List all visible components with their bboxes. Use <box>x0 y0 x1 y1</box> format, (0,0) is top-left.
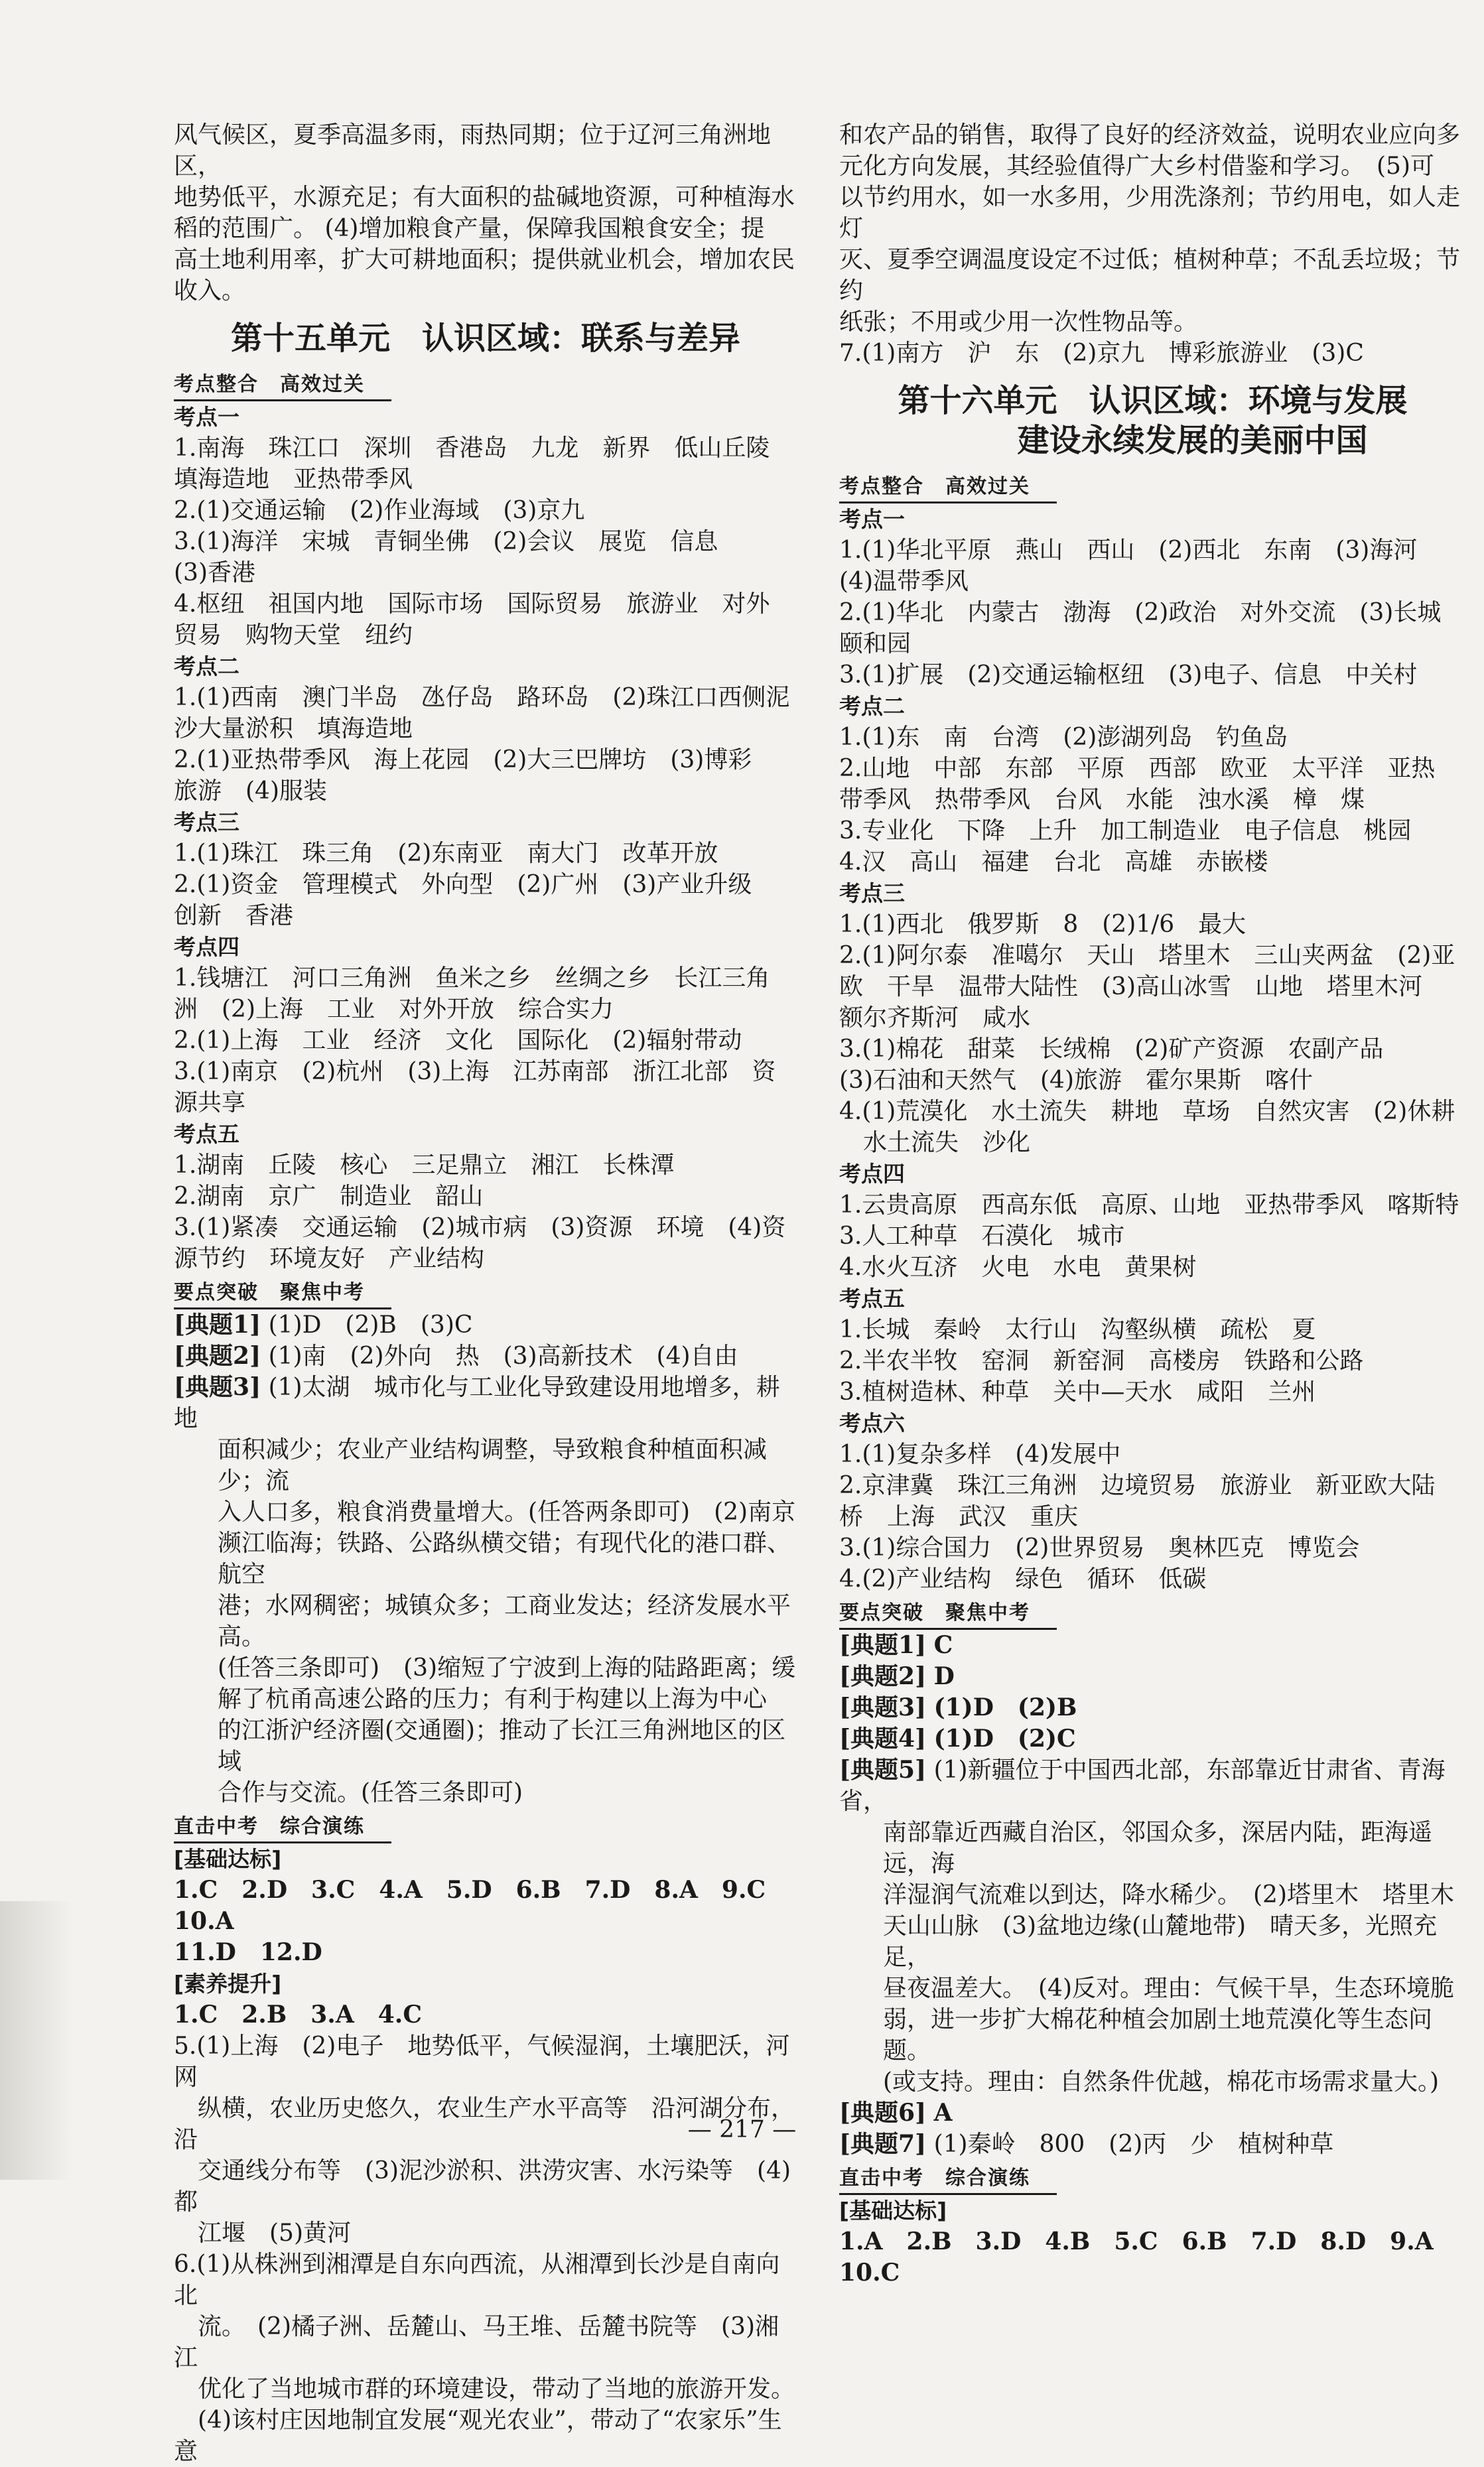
text-line: 1.C 2.B 3.A 4.C <box>174 2001 422 2029</box>
kaodian-1-title: 考点一 <box>839 506 905 532</box>
text-line: 1.湖南 丘陵 核心 三足鼎立 湘江 长株潭 <box>174 1152 675 1179</box>
text-line: 1.(1)复杂多样 (4)发展中 <box>839 1441 1121 1468</box>
dianti-4 <box>839 1723 1466 1755</box>
text-line: 以节约用水，如一水多用，少用洗涤剂；节约用电，如人走灯 <box>839 184 1461 242</box>
text-line: 源共享 <box>174 1089 246 1116</box>
dianti-label: [典题1] <box>839 1631 927 1659</box>
text-line: 江堰 (5)黄河 <box>174 2220 351 2247</box>
dianti-2 <box>174 1341 797 1372</box>
text-line: 5.(1)上海 (2)电子 地势低平，气候湿润，土壤肥沃，河网 <box>174 2033 790 2091</box>
dianti-label: [典题2] <box>839 1662 927 1690</box>
dianti-label: [典题3] <box>174 1373 261 1401</box>
text-line: 1.C 2.D 3.C 4.A 5.D 6.B 7.D 8.A 9.C 10.A <box>174 1876 790 1935</box>
text-line: 4.水火互济 火电 水电 黄果树 <box>839 1254 1197 1281</box>
dianti-answer: C <box>933 1631 953 1659</box>
text-line: 弱，进一步扩大棉花种植会加剧土地荒漠化等生态问题。 <box>883 2006 1433 2064</box>
text-line: 2.半农半牧 窑洞 新窑洞 高楼房 铁路和公路 <box>839 1347 1364 1374</box>
text-line: 3.专业化 下降 上升 加工制造业 电子信息 桃园 <box>839 817 1412 844</box>
dianti-3 <box>839 1692 1466 1723</box>
text-line: 纸张；不用或少用一次性物品等。 <box>839 308 1198 336</box>
text-line: 3.人工种草 石漠化 城市 <box>839 1223 1125 1250</box>
text-line: 1.(1)华北平原 燕山 西山 (2)西北 东南 (3)海河 <box>839 537 1418 564</box>
dianti-1 <box>839 1630 1466 1661</box>
text-line: 洋湿润气流难以到达，降水稀少。 (2)塔里木 塔里木 <box>883 1881 1454 1908</box>
text-line: 4.汉 高山 福建 台北 高雄 赤嵌楼 <box>839 848 1268 876</box>
text-line: (4)该村庄因地制宜发展“观光农业”，带动了“农家乐”生意 <box>174 2407 782 2465</box>
dianti-1 <box>174 1309 797 1341</box>
text-line: (3)香港 <box>174 559 255 586</box>
text-line: 解了杭甬高速公路的压力；有利于构建以上海为中心 <box>218 1686 768 1713</box>
dianti-answer: (1)秦岭 800 (2)丙 少 植树种草 <box>933 2131 1334 2158</box>
dianti-answer: (1)D (2)C <box>933 1725 1076 1753</box>
text-line: 创新 香港 <box>174 902 294 929</box>
left-intro <box>174 119 797 306</box>
text-line: 颐和园 <box>839 630 911 657</box>
text-line: 天山山脉 (3)盆地边缘(山麓地带) 晴天多，光照充足， <box>883 1912 1438 1971</box>
dianti-answer: (1)D (2)B (3)C <box>268 1311 473 1339</box>
text-line: 3.(1)棉花 甜菜 长绒棉 (2)矿产资源 农副产品 <box>839 1035 1384 1063</box>
dianti-answer: A <box>933 2099 953 2127</box>
text-line: 1.(1)珠江 珠三角 (2)东南亚 南大门 改革开放 <box>174 840 718 867</box>
text-line: 贸易 购物天堂 纽约 <box>174 622 413 649</box>
text-line: 2.(1)资金 管理模式 外向型 (2)广州 (3)产业升级 <box>174 871 752 898</box>
text-line: 3.(1)南京 (2)杭州 (3)上海 江苏南部 浙江北部 资 <box>174 1058 776 1085</box>
kaodian-2-title: 考点二 <box>839 693 905 719</box>
kaodian-3-title: 考点三 <box>174 809 239 835</box>
text-line: 灭、夏季空调温度设定不过低；植树种草；不乱丢垃圾；节约 <box>839 246 1461 304</box>
kaodian-4-title: 考点四 <box>174 934 239 960</box>
text-line: 濒江临海；铁路、公路纵横交错；有现代化的港口群、航空 <box>218 1530 791 1588</box>
text-line: 3.植树造林、种草 关中—天水 咸阳 兰州 <box>839 1378 1316 1406</box>
text-line: 2.(1)华北 内蒙古 渤海 (2)政治 对外交流 (3)长城 <box>839 599 1442 626</box>
jichu-dabiao-tag: [基础达标] <box>174 1846 282 1872</box>
dianti-answer: (1)D (2)B <box>933 1694 1077 1721</box>
text-line: 和农产品的销售，取得了良好的经济效益，说明农业应向多 <box>839 121 1461 149</box>
text-line: 面积减少；农业产业结构调整，导致粮食种植面积减少；流 <box>218 1436 768 1495</box>
text-line: 4.(1)荒漠化 水土流失 耕地 草场 自然灾害 (2)休耕 <box>839 1098 1455 1125</box>
text-line: 旅游 (4)服装 <box>174 777 327 805</box>
dianti-answer: D <box>933 1662 955 1690</box>
dianti-5 <box>839 1755 1466 1817</box>
right-column <box>839 119 1466 2289</box>
kaodian-1-title: 考点一 <box>174 404 239 430</box>
text-line: 元化方向发展，其经验值得广大乡村借鉴和学习。 (5)可 <box>839 153 1434 180</box>
text-line: 1.(1)东 南 台湾 (2)澎湖列岛 钓鱼岛 <box>839 724 1288 751</box>
dianti-2 <box>839 1661 1466 1692</box>
text-line: 1.云贵高原 西高东低 高原、山地 亚热带季风 喀斯特 <box>839 1191 1459 1219</box>
text-line: 2.京津冀 珠江三角洲 边境贸易 旅游业 新亚欧大陆 <box>839 1472 1436 1499</box>
unit-15-title: 第十五单元 认识区域：联系与差异 <box>230 320 740 357</box>
text-line: 桥 上海 武汉 重庆 <box>839 1503 1079 1530</box>
page-number: — 217 — <box>687 2116 797 2143</box>
text-line: 交通线分布等 (3)泥沙淤积、洪涝灾害、水污染等 (4)都 <box>174 2157 791 2216</box>
kaodian-2-title: 考点二 <box>174 653 239 679</box>
text-line: 带季风 热带季风 台风 水能 浊水溪 樟 煤 <box>839 786 1365 813</box>
text-line: 入人口多，粮食消费量增大。(任答两条即可) (2)南京 <box>218 1499 796 1526</box>
dianti-label: [典题2] <box>174 1342 261 1370</box>
kaodian-6-title: 考点六 <box>839 1410 905 1436</box>
dianti-label: [典题5] <box>839 1756 927 1784</box>
jichu-dabiao-tag: [基础达标] <box>839 2198 947 2224</box>
text-line: 稻的范围广。 (4)增加粮食产量，保障我国粮食安全；提 <box>174 215 765 242</box>
dianti-label: [典题4] <box>839 1725 927 1753</box>
text-line: 纵横，农业历史悠久，农业生产水平高等 沿河湖分布，沿 <box>174 2095 795 2153</box>
text-line: 的江浙沪经济圈(交通圈)；推动了长江三角洲地区的区域 <box>218 1717 786 1775</box>
dianti-label: [典题1] <box>174 1311 261 1339</box>
kaodian-5-title: 考点五 <box>839 1286 905 1311</box>
text-line: 南部靠近西藏自治区，邻国众多，深居内陆，距海遥远，海 <box>883 1819 1433 1877</box>
left-column <box>174 119 797 2467</box>
text-line: 2.山地 中部 东部 平原 西部 欧亚 太平洋 亚热 <box>839 755 1436 782</box>
section-heading: 直击中考 综合演练 <box>839 2164 1057 2195</box>
text-line: 1.南海 珠江口 深圳 香港岛 九龙 新界 低山丘陵 <box>174 434 770 462</box>
text-line: 2.湖南 京广 制造业 韶山 <box>174 1183 484 1210</box>
text-line: 3.(1)紧凑 交通运输 (2)城市病 (3)资源 环境 (4)资 <box>174 1214 786 1241</box>
text-line: 4.枢纽 祖国内地 国际市场 国际贸易 旅游业 对外 <box>174 590 770 618</box>
text-line: 2.(1)亚热带季风 海上花园 (2)大三巴牌坊 (3)博彩 <box>174 746 752 773</box>
dianti-label: [典题7] <box>839 2130 927 2158</box>
text-line: 3.(1)海洋 宋城 青铜坐佛 (2)会议 展览 信息 <box>174 528 718 555</box>
text-line: 3.(1)综合国力 (2)世界贸易 奥林匹克 博览会 <box>839 1534 1360 1562</box>
text-line: 4.(2)产业结构 绿色 循环 低碳 <box>839 1566 1207 1593</box>
text-line: 收入。 <box>174 277 246 304</box>
text-line: 1.A 2.B 3.D 4.B 5.C 6.B 7.D 8.D 9.A 10.C <box>839 2228 1457 2287</box>
text-line: 填海造地 亚热带季风 <box>174 466 413 493</box>
dianti-label: [典题3] <box>839 1694 927 1721</box>
section-heading: 要点突破 聚焦中考 <box>174 1278 391 1309</box>
text-line: (4)温带季风 <box>839 568 969 595</box>
text-line: 7.(1)南方 沪 东 (2)京九 博彩旅游业 (3)C <box>839 340 1364 367</box>
section-heading: 考点整合 高效过关 <box>839 472 1057 503</box>
kaodian-5-title: 考点五 <box>174 1121 239 1147</box>
text-line: 2.(1)交通运输 (2)作业海域 (3)京九 <box>174 497 585 524</box>
text-line: 2.(1)上海 工业 经济 文化 国际化 (2)辐射带动 <box>174 1027 742 1054</box>
kaodian-3-title: 考点三 <box>839 880 905 906</box>
text-line: 风气候区，夏季高温多雨，雨热同期；位于辽河三角洲地区， <box>174 121 772 180</box>
text-line: 合作与交流。(任答三条即可) <box>218 1779 523 1806</box>
suyang-tisheng-tag: [素养提升] <box>174 1971 282 1997</box>
section-heading: 直击中考 综合演练 <box>174 1812 391 1843</box>
dianti-label: [典题6] <box>839 2099 927 2127</box>
text-line: 额尔齐斯河 咸水 <box>839 1004 1031 1032</box>
dianti-3 <box>174 1372 797 1434</box>
text-line: 欧 干旱 温带大陆性 (3)高山冰雪 山地 塔里木河 <box>839 973 1422 1000</box>
kaodian-4-title: 考点四 <box>839 1161 905 1187</box>
text-line: 高土地利用率，扩大可耕地面积；提供就业机会，增加农民 <box>174 246 795 273</box>
text-line: 3.(1)扩展 (2)交通运输枢纽 (3)电子、信息 中关村 <box>839 661 1418 689</box>
text-line: (3)石油和天然气 (4)旅游 霍尔果斯 喀什 <box>839 1067 1313 1094</box>
text-line: 优化了当地城市群的环境建设，带动了当地的旅游开发。 <box>174 2375 795 2403</box>
text-line: 地势低平，水源充足；有大面积的盐碱地资源，可种植海水 <box>174 184 795 211</box>
text-line: 1.(1)西北 俄罗斯 8 (2)1/6 最大 <box>839 911 1247 938</box>
text-line: 1.长城 秦岭 太行山 沟壑纵横 疏松 夏 <box>839 1316 1316 1343</box>
unit-16-title: 第十六单元 认识区域：环境与发展 <box>898 382 1408 419</box>
text-line: 水土流失 沙化 <box>839 1129 1031 1156</box>
text-line: 洲 (2)上海 工业 对外开放 综合实力 <box>174 996 614 1023</box>
text-line: 昼夜温差大。 (4)反对。理由：气候干旱，生态环境脆 <box>883 1975 1454 2002</box>
text-line: 1.(1)西南 澳门半岛 氹仔岛 路环岛 (2)珠江口西侧泥 <box>174 684 790 711</box>
text-line: 沙大量淤积 填海造地 <box>174 715 413 742</box>
section-heading: 考点整合 高效过关 <box>174 370 391 401</box>
text-line: 源节约 环境友好 产业结构 <box>174 1245 485 1272</box>
text-line: 港；水网稠密；城镇众多；工商业发达；经济发展水平高。 <box>218 1592 791 1650</box>
text-line: 2.(1)阿尔泰 准噶尔 天山 塔里木 三山夹两盆 (2)亚 <box>839 942 1455 969</box>
dianti-answer: (1)太湖 城市化与工业化导致建设用地增多，耕地 <box>174 1374 780 1432</box>
section-heading: 要点突破 聚焦中考 <box>839 1599 1057 1630</box>
text-line: 6.(1)从株洲到湘潭是自东向西流，从湘潭到长沙是自南向北 <box>174 2251 780 2309</box>
unit-16-subtitle: 建设永续发展的美丽中国 <box>1017 422 1368 459</box>
text-line: (任答三条即可) (3)缩短了宁波到上海的陆路距离；缓 <box>218 1654 796 1682</box>
text-line: 1.钱塘江 河口三角洲 鱼米之乡 丝绸之乡 长江三角 <box>174 965 770 992</box>
dianti-answer: (1)南 (2)外向 热 (3)高新技术 (4)自由 <box>268 1343 738 1370</box>
dianti-answer: (1)新疆位于中国西北部，东部靠近甘肃省、青海省， <box>839 1757 1446 1815</box>
text-line: 11.D 12.D <box>174 1938 322 1966</box>
text-line: 流。 (2)橘子洲、岳麓山、马王堆、岳麓书院等 (3)湘江 <box>174 2313 779 2371</box>
text-line: (或支持。理由：自然条件优越，棉花市场需求量大。) <box>883 2068 1440 2096</box>
